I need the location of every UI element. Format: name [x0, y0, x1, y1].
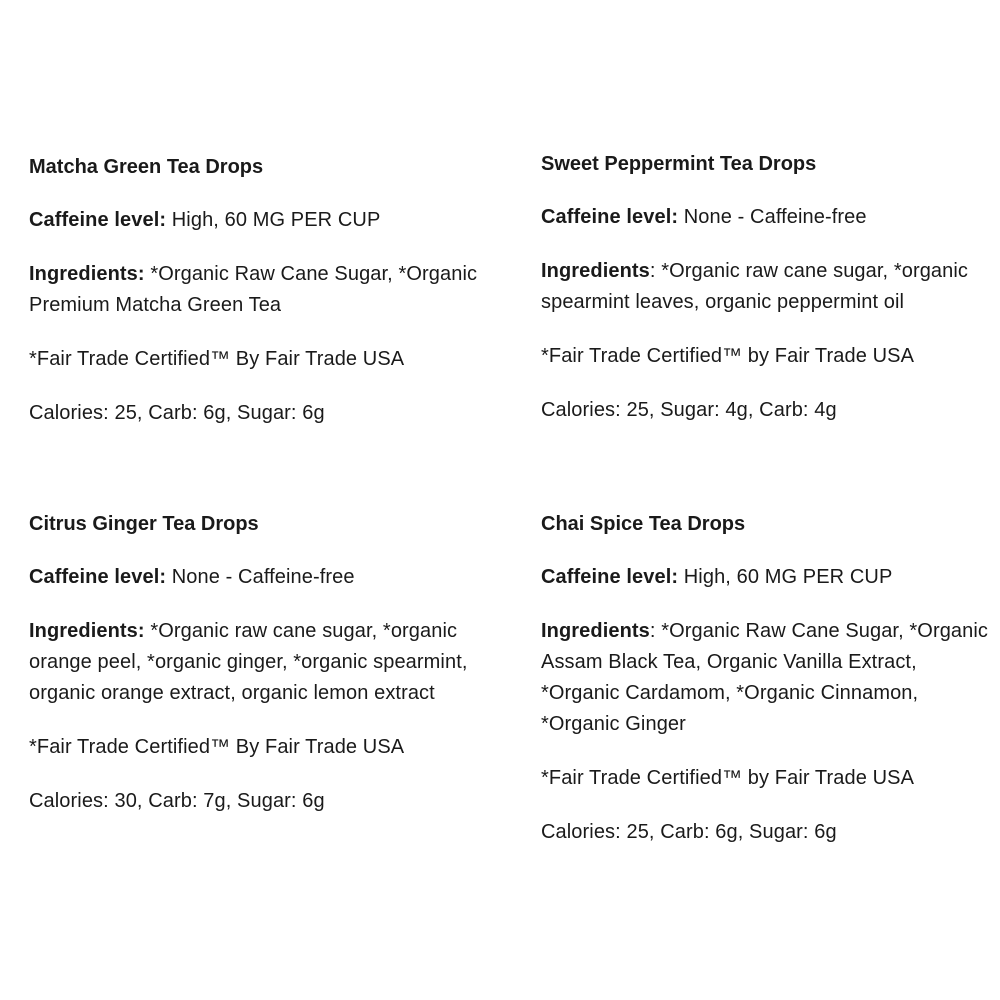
ingredients-label: Ingredients	[541, 620, 650, 642]
nutrition-facts: Calories: 25, Carb: 6g, Sugar: 6g	[541, 821, 837, 843]
product-title: Sweet Peppermint Tea Drops	[541, 153, 817, 175]
product-title: Matcha Green Tea Drops	[29, 156, 264, 178]
nutrition-facts: Calories: 25, Carb: 6g, Sugar: 6g	[29, 402, 325, 424]
caffeine-label: Caffeine level:	[29, 209, 167, 231]
caffeine-level	[541, 562, 991, 593]
ingredients-label: Ingredients:	[29, 620, 145, 642]
fair-trade-note: *Fair Trade Certified™ By Fair Trade USA	[29, 348, 405, 370]
product-card-chai	[541, 509, 991, 871]
caffeine-level	[29, 562, 479, 593]
product-card-matcha	[29, 152, 479, 452]
ingredients-label: Ingredients	[541, 260, 650, 282]
caffeine-value: High, 60 MG PER CUP	[678, 566, 893, 588]
ingredients-label: Ingredients:	[29, 263, 145, 285]
nutrition-facts: Calories: 30, Carb: 7g, Sugar: 6g	[29, 790, 325, 812]
product-title: Citrus Ginger Tea Drops	[29, 513, 259, 535]
ingredients	[29, 259, 479, 321]
ingredients	[29, 616, 479, 709]
product-card-peppermint	[541, 149, 991, 449]
fair-trade-note: *Fair Trade Certified™ By Fair Trade USA	[29, 736, 405, 758]
caffeine-label: Caffeine level:	[541, 566, 679, 588]
caffeine-label: Caffeine level:	[541, 206, 679, 228]
caffeine-value: None - Caffeine-free	[678, 206, 867, 228]
ingredients	[541, 256, 991, 318]
caffeine-label: Caffeine level:	[29, 566, 167, 588]
ingredients-value: : *Organic raw cane sugar, *organic spearmint leaves, organic peppermint oil	[541, 260, 969, 313]
product-card-citrus	[29, 509, 479, 840]
ingredients	[541, 616, 991, 740]
fair-trade-note: *Fair Trade Certified™ by Fair Trade USA	[541, 345, 915, 367]
ingredients-value: *Organic raw cane sugar, *organic orange peel, *organic ginger, *organic spearmint, organic orange extract, organic lemon extract	[29, 620, 468, 704]
caffeine-level	[541, 202, 991, 233]
fair-trade-note: *Fair Trade Certified™ by Fair Trade USA	[541, 767, 915, 789]
ingredients-value: : *Organic Raw Cane Sugar, *Organic Assam Black Tea, Organic Vanilla Extract, *Organic Cardamom, *Organic Cinnamon, *Organic Ginger	[541, 620, 989, 735]
nutrition-facts: Calories: 25, Sugar: 4g, Carb: 4g	[541, 399, 837, 421]
caffeine-value: High, 60 MG PER CUP	[166, 209, 381, 231]
caffeine-level	[29, 205, 479, 236]
caffeine-value: None - Caffeine-free	[166, 566, 355, 588]
product-title: Chai Spice Tea Drops	[541, 513, 746, 535]
ingredients-value: *Organic Raw Cane Sugar, *Organic Premium Matcha Green Tea	[29, 263, 478, 316]
